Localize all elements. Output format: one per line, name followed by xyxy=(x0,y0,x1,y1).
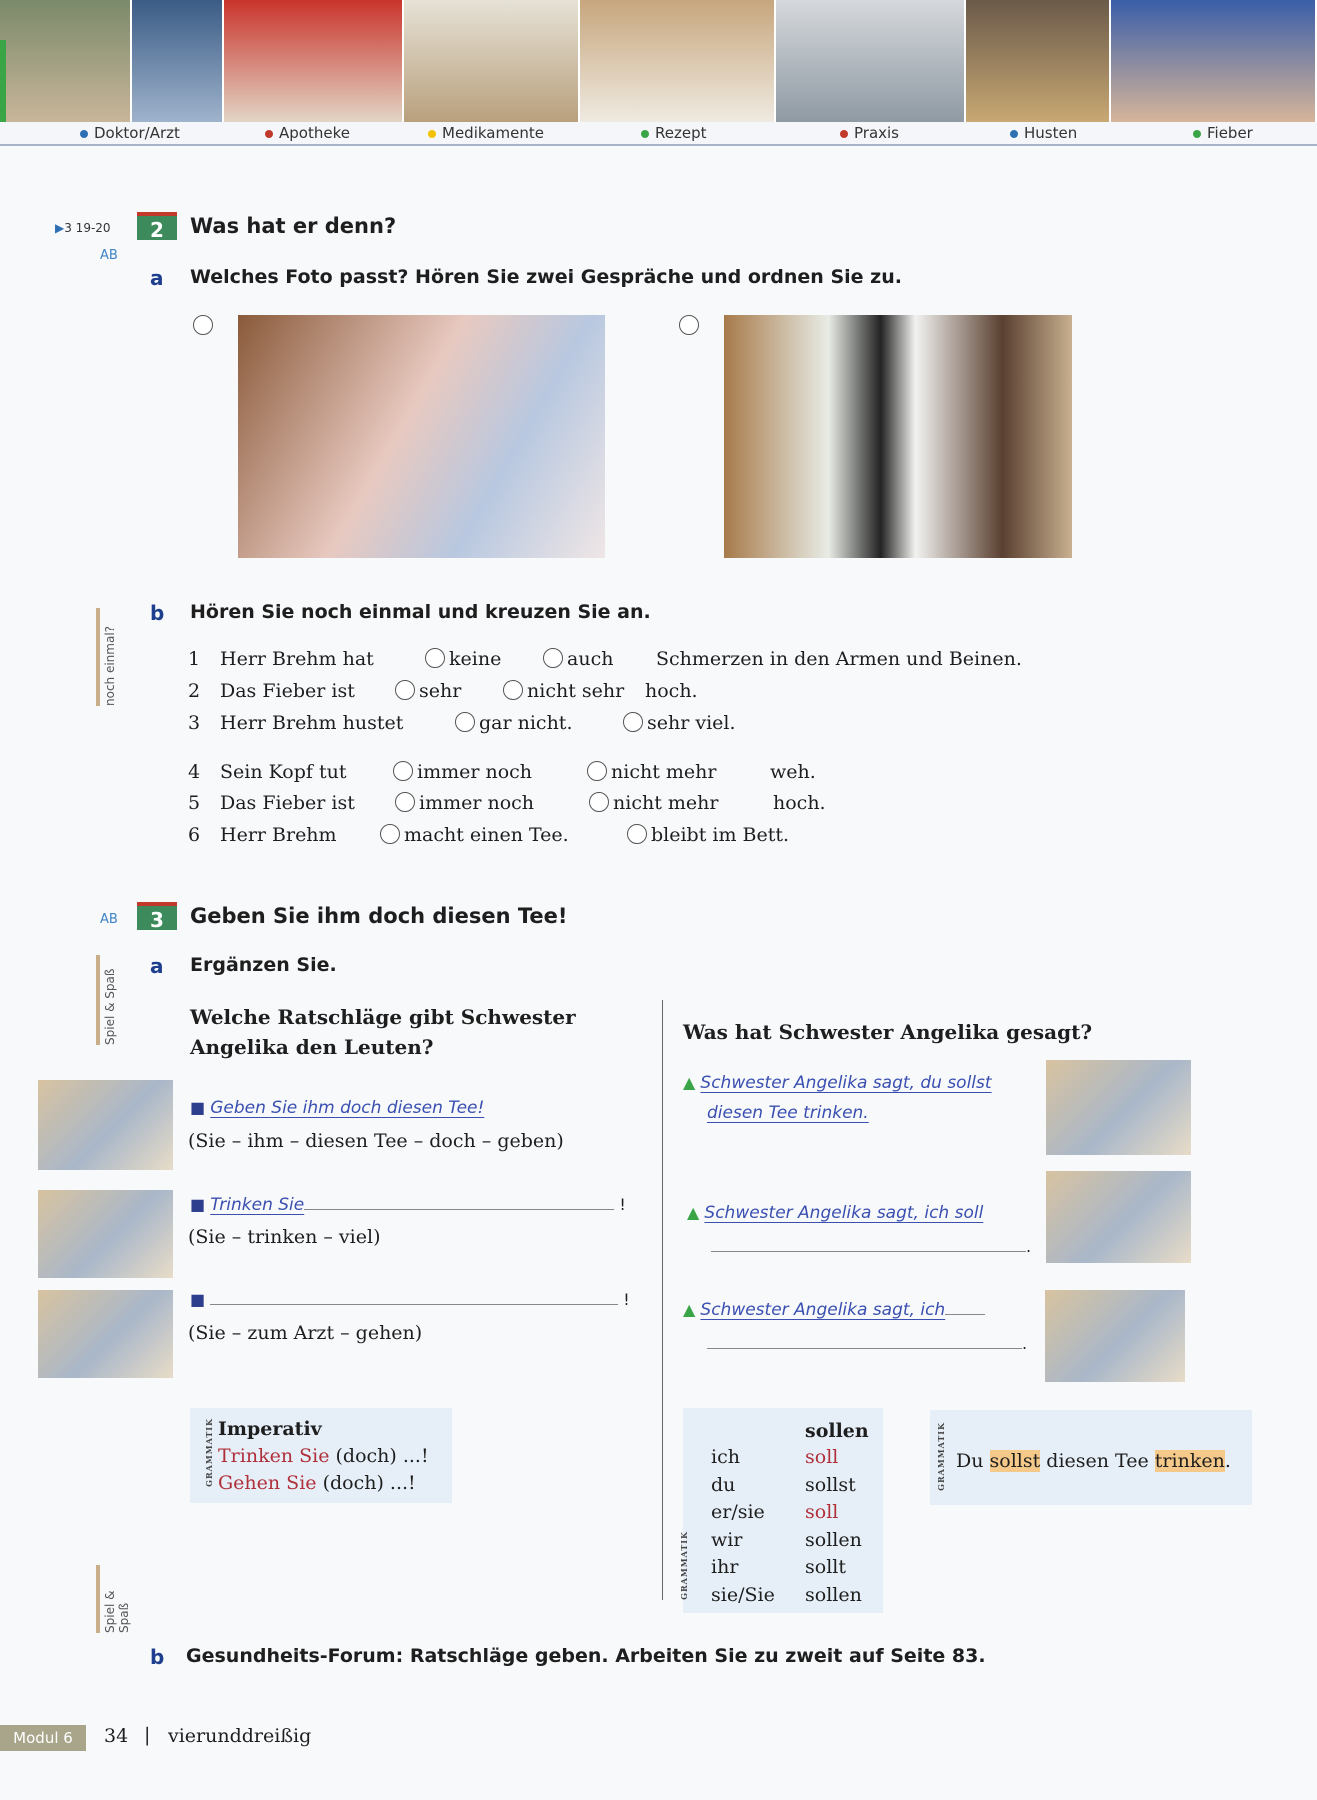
verb-form: soll xyxy=(805,1446,839,1468)
page-number: 34 xyxy=(104,1725,129,1747)
label-text: Doktor/Arzt xyxy=(94,124,180,142)
task-letter: b xyxy=(150,601,165,625)
option-text: keine xyxy=(449,648,502,670)
pronoun: sie/Sie xyxy=(711,1583,775,1606)
photo-prescription xyxy=(580,0,776,122)
pronoun: er/sie xyxy=(711,1501,765,1523)
example-word: . xyxy=(1224,1450,1231,1472)
option-text: nicht mehr xyxy=(611,761,717,783)
checkbox-item xyxy=(0,824,1100,854)
square-bullet-icon: ■ xyxy=(190,1195,206,1214)
answer-line: Schwester Angelika sagt, ich soll xyxy=(704,1203,984,1223)
ab-reference: AB xyxy=(100,912,118,927)
verb-form: sollt xyxy=(805,1556,846,1578)
photo-choice-radio[interactable] xyxy=(679,315,699,335)
grammar-label: GRAMMATIK xyxy=(679,1531,689,1600)
photo-pharmacy-nun xyxy=(724,315,1072,558)
grammar-title: Imperativ xyxy=(218,1418,322,1440)
vocab-label xyxy=(1010,124,1077,142)
option-2[interactable] xyxy=(587,761,716,783)
vocab-label xyxy=(265,124,350,142)
illustration-nun-doctor xyxy=(38,1290,173,1378)
word-cue: (Sie – trinken – viel) xyxy=(188,1226,381,1248)
left-item: ■ ! xyxy=(190,1290,630,1309)
word-cue: (Sie – ihm – diesen Tee – doch – geben) xyxy=(188,1130,564,1152)
item-stem: Herr Brehm hustet xyxy=(220,712,404,734)
radio-circle[interactable] xyxy=(395,792,415,812)
option-1[interactable] xyxy=(425,648,501,670)
word-cue: (Sie – zum Arzt – gehen) xyxy=(188,1322,423,1344)
item-stem: Herr Brehm hat xyxy=(220,648,374,670)
item-number: 5 xyxy=(188,792,201,814)
grammar-text: (doch) ...! xyxy=(316,1472,416,1494)
answer-partial: Trinken Sie xyxy=(210,1195,305,1215)
grammar-highlight: Trinken Sie xyxy=(218,1445,330,1467)
right-item xyxy=(683,1068,992,1128)
photo-cough xyxy=(966,0,1111,122)
task-instruction: Gesundheits-Forum: Ratschläge geben. Arbeiten Sie zu zweit auf Seite 83. xyxy=(186,1645,986,1667)
option-text: macht einen Tee. xyxy=(404,824,569,846)
option-text: auch xyxy=(567,648,614,670)
option-2[interactable] xyxy=(503,680,624,702)
illustration-nun-water xyxy=(38,1190,173,1278)
answer-line: Schwester Angelika sagt, ich xyxy=(700,1300,946,1320)
answer-blank[interactable] xyxy=(210,1304,618,1305)
right-heading: Was hat Schwester Angelika gesagt? xyxy=(683,1020,1093,1044)
task-letter: b xyxy=(150,1645,165,1669)
answer-filled: Geben Sie ihm doch diesen Tee! xyxy=(210,1098,485,1118)
verb-form: sollst xyxy=(805,1473,856,1496)
exercise-number: 3 xyxy=(137,902,177,930)
radio-circle[interactable] xyxy=(503,680,523,700)
ab-reference: AB xyxy=(100,248,118,263)
triangle-bullet-icon: ▲ xyxy=(687,1203,700,1222)
vocab-photo-strip xyxy=(0,0,1317,122)
checkbox-item xyxy=(0,648,1100,678)
radio-circle[interactable] xyxy=(380,824,400,844)
option-text: immer noch xyxy=(419,792,535,814)
option-text: immer noch xyxy=(417,761,533,783)
answer-blank[interactable] xyxy=(711,1251,1026,1252)
grammar-text: (doch) ...! xyxy=(329,1445,429,1467)
photo-pharmacy-sign xyxy=(224,0,404,122)
right-item: ▲ Schwester Angelika sagt, ich soll . xyxy=(687,1203,1032,1256)
side-tab: noch einmal? xyxy=(96,608,117,706)
photo-medicine xyxy=(404,0,580,122)
option-1[interactable] xyxy=(393,761,532,783)
grammar-box-sollen xyxy=(679,1408,883,1613)
answer-line: Schwester Angelika sagt, du sollst xyxy=(700,1073,992,1093)
item-number: 4 xyxy=(188,761,201,783)
answer-blank[interactable] xyxy=(945,1314,985,1315)
grammar-highlight: Gehen Sie xyxy=(218,1472,317,1494)
option-text: gar nicht. xyxy=(479,712,573,734)
pronoun: du xyxy=(711,1473,736,1496)
photo-sickbed xyxy=(238,315,605,558)
verb-form: sollen xyxy=(805,1528,862,1551)
label-text: Medikamente xyxy=(442,124,544,142)
option-text: sehr xyxy=(419,680,462,702)
pronoun: ihr xyxy=(711,1556,739,1578)
checkbox-item xyxy=(0,761,1100,791)
checkbox-item xyxy=(0,792,1100,822)
radio-circle[interactable] xyxy=(623,712,643,732)
exercise-number: 2 xyxy=(137,212,177,240)
item-ending: weh. xyxy=(770,761,816,783)
item-number: 2 xyxy=(188,680,201,702)
option-2[interactable] xyxy=(589,792,718,814)
grammar-example xyxy=(956,1450,1231,1472)
task-instruction: Hören Sie noch einmal und kreuzen Sie an. xyxy=(190,601,651,623)
option-1[interactable] xyxy=(395,792,534,814)
left-heading xyxy=(190,1002,576,1062)
separator: | xyxy=(144,1724,151,1746)
grammar-box-example xyxy=(930,1410,1252,1505)
answer-blank[interactable] xyxy=(707,1348,1022,1349)
radio-circle[interactable] xyxy=(627,824,647,844)
radio-circle[interactable] xyxy=(589,792,609,812)
option-text: bleibt im Bett. xyxy=(651,824,790,846)
example-highlight: trinken xyxy=(1154,1450,1225,1472)
option-1[interactable] xyxy=(380,824,569,846)
illustration-doctor-visit xyxy=(1045,1290,1185,1382)
audio-track[interactable] xyxy=(55,221,111,235)
side-tab: Spiel & Spaß xyxy=(96,955,117,1045)
vocab-label xyxy=(80,124,180,142)
triangle-bullet-icon: ▲ xyxy=(683,1073,696,1092)
grammar-box-imperativ xyxy=(190,1408,452,1503)
radio-circle[interactable] xyxy=(543,648,563,668)
right-item: ▲ Schwester Angelika sagt, ich . xyxy=(683,1300,1028,1353)
left-item: ■ Trinken Sie ! xyxy=(190,1195,626,1215)
vocab-label xyxy=(428,124,544,142)
photo-choice-radio[interactable] xyxy=(193,315,213,335)
photo-xray xyxy=(132,0,224,122)
verb-form: soll xyxy=(805,1501,839,1523)
grammar-label: GRAMMATIK xyxy=(204,1418,214,1487)
page-number-word: vierunddreißig xyxy=(168,1725,312,1747)
label-text: Rezept xyxy=(655,124,707,142)
radio-circle[interactable] xyxy=(393,761,413,781)
task-letter: a xyxy=(150,954,164,978)
illustration-woman-patient xyxy=(1046,1060,1191,1155)
item-ending: hoch. xyxy=(773,792,826,814)
photo-doctor xyxy=(0,0,132,122)
triangle-bullet-icon: ▲ xyxy=(683,1300,696,1319)
radio-circle[interactable] xyxy=(425,648,445,668)
radio-circle[interactable] xyxy=(395,680,415,700)
label-text: Fieber xyxy=(1207,124,1253,142)
verb-form: sollen xyxy=(805,1583,862,1606)
item-ending: hoch. xyxy=(645,680,698,702)
left-item xyxy=(190,1098,484,1118)
checkbox-item xyxy=(0,712,1100,742)
side-tab: Spiel & Spaß xyxy=(96,1565,131,1633)
item-stem: Das Fieber ist xyxy=(220,792,355,814)
checkbox-item xyxy=(0,680,1100,710)
illustration-nun-tea xyxy=(38,1080,173,1170)
option-2[interactable] xyxy=(543,648,613,670)
option-1[interactable] xyxy=(395,680,461,702)
label-text: Apotheke xyxy=(279,124,350,142)
grammar-label: GRAMMATIK xyxy=(936,1422,946,1491)
column-divider xyxy=(662,1000,663,1600)
task-letter: a xyxy=(150,266,164,290)
option-text: sehr viel. xyxy=(647,712,736,734)
answer-blank[interactable] xyxy=(304,1209,614,1210)
item-ending: Schmerzen in den Armen und Beinen. xyxy=(656,648,1022,670)
answer-line: diesen Tee trinken. xyxy=(707,1103,869,1123)
radio-circle[interactable] xyxy=(587,761,607,781)
task-instruction: Welches Foto passt? Hören Sie zwei Gespräche und ordnen Sie zu. xyxy=(190,266,902,288)
heading-line: Welche Ratschläge gibt Schwester xyxy=(190,1005,576,1029)
conjugation-header: sollen xyxy=(805,1420,869,1442)
heading-line: Angelika den Leuten? xyxy=(190,1035,434,1059)
item-stem: Herr Brehm xyxy=(220,824,337,846)
item-number: 1 xyxy=(188,648,201,670)
label-text: Praxis xyxy=(854,124,899,142)
square-bullet-icon: ■ xyxy=(190,1098,206,1117)
play-icon: ▶ xyxy=(55,221,65,235)
pronoun: ich xyxy=(711,1446,740,1468)
example-highlight: sollst xyxy=(989,1450,1041,1472)
label-text: Husten xyxy=(1024,124,1078,142)
exercise-title: Geben Sie ihm doch diesen Tee! xyxy=(190,904,568,928)
option-2[interactable] xyxy=(627,824,789,846)
option-text: nicht mehr xyxy=(613,792,719,814)
module-badge: Modul 6 xyxy=(0,1725,86,1751)
photo-fever xyxy=(1111,0,1317,122)
photo-practice xyxy=(776,0,966,122)
audio-track-number: 3 19-20 xyxy=(64,221,111,235)
item-stem: Sein Kopf tut xyxy=(220,761,347,783)
vocab-label xyxy=(1193,124,1253,142)
example-word: Du xyxy=(956,1450,990,1472)
item-number: 3 xyxy=(188,712,201,734)
item-stem: Das Fieber ist xyxy=(220,680,355,702)
example-word: diesen Tee xyxy=(1040,1450,1155,1472)
vocab-labels xyxy=(0,122,1317,146)
option-2[interactable] xyxy=(623,712,736,734)
task-instruction: Ergänzen Sie. xyxy=(190,954,337,976)
pronoun: wir xyxy=(711,1528,743,1551)
option-1[interactable] xyxy=(455,712,572,734)
item-number: 6 xyxy=(188,824,201,846)
square-bullet-icon: ■ xyxy=(190,1290,206,1309)
vocab-label xyxy=(641,124,706,142)
illustration-woman-bottles xyxy=(1046,1171,1191,1263)
exercise-title: Was hat er denn? xyxy=(190,214,397,238)
vocab-label xyxy=(840,124,899,142)
radio-circle[interactable] xyxy=(455,712,475,732)
option-text: nicht sehr xyxy=(527,680,625,702)
